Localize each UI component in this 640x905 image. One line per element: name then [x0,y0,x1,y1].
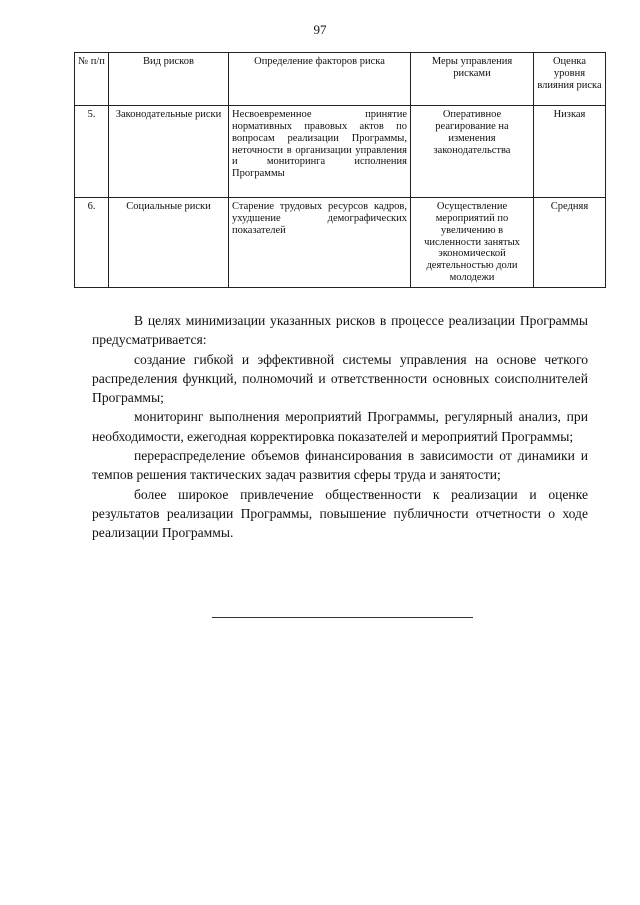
table-row [75,198,606,288]
body-text [92,311,588,543]
header-num: № п/п [75,53,109,106]
header-risk-factors: Определение факторов риска [229,53,411,106]
table-row [75,106,606,198]
paragraph-item: более широкое привлечение общественности к реализации и оценке результатов реализации Программы, повышение публичности отчетности о ходе реализации Программы. [92,486,588,541]
row-risk-rating: Средняя [534,198,606,288]
row-risk-measures: Оперативное реагирование на изменения законодательства [411,106,534,198]
page-number: 97 [313,22,327,37]
row-risk-measures: Осуществление мероприятий по увеличению в численности занятых экономической деятельностью доли молодежи [411,198,534,288]
paragraph-intro: В целях минимизации указанных рисков в процессе реализации Программы предусматривается: [92,313,588,348]
header-risk-rating: Оценка уровня влияния риска [534,53,606,106]
row-risk-rating: Низкая [534,106,606,198]
row-risk-factors: Несвоевременное принятие нормативных правовых актов по вопросам реализации Программы, неточности в организации управления и мониторинга исполнения Программы [229,106,411,198]
row-num: 6. [75,198,109,288]
row-risk-type: Социальные риски [109,198,229,288]
bottom-divider [212,617,473,618]
row-risk-type: Законодательные риски [109,106,229,198]
paragraph-item: создание гибкой и эффективной системы управления на основе четкого распределения функций, полномочий и ответственности основных соисполнителей Программы; [92,351,588,406]
table-header-row [75,53,606,106]
risk-table [74,52,606,288]
header-risk-measures: Меры управления рисками [411,53,534,106]
paragraph-item: мониторинг выполнения мероприятий Программы, регулярный анализ, при необходимости, ежегодная корректировка показателей и мероприятий Программы; [92,409,588,444]
paragraph-item: перераспределение объемов финансирования в зависимости от динамики и темпов решения тактических задач развития сферы труда и занятости; [92,448,588,483]
row-risk-factors: Старение трудовых ресурсов кадров, ухудшение демографических показателей [229,198,411,288]
row-num: 5. [75,106,109,198]
header-risk-type: Вид рисков [109,53,229,106]
